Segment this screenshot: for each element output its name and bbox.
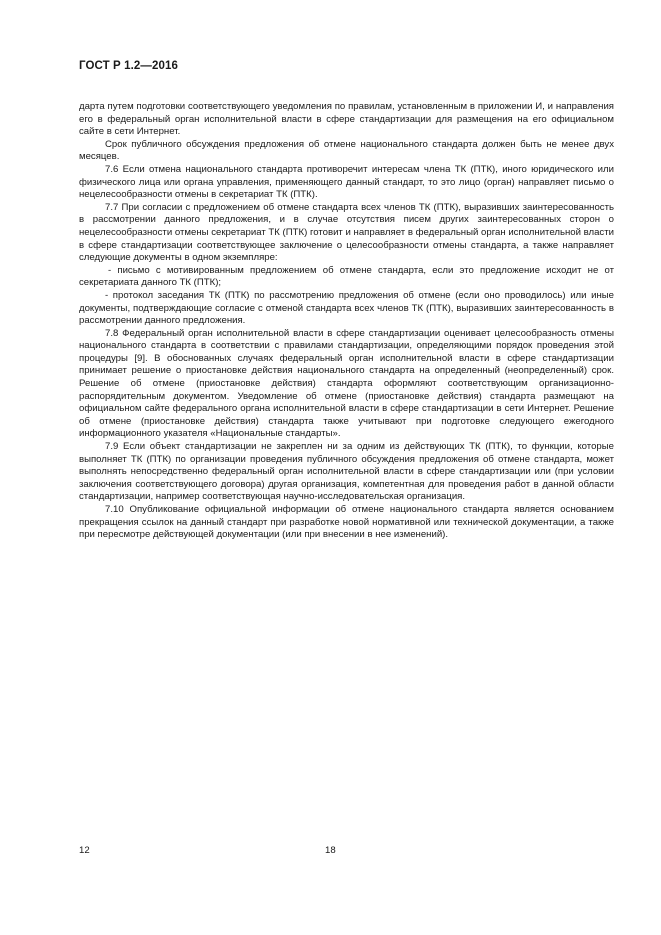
paragraph-7-9: 7.9 Если объект стандартизации не закреплен ни за одним из действующих ТК (ПТК), то функции, которые выполняет ТК (ПТК) по организации проведения публичного обсуждения предложения об отмене стандарта, может выполнять непосредственно федеральный орган исполнительной власти в сфере стандартизации или (при условии заключения соответствующего договора) другая организация, компетентная для проведения работ в данной области стандартизации, например соответствующая научно-исследовательская организация. [79, 441, 614, 503]
paragraph-continuation: дарта путем подготовки соответствующего уведомления по правилам, установленным в приложении И, и направления его в федеральный орган исполнительной власти в сфере стандартизации для размещения на его официальном сайте в сети Интернет. [79, 101, 614, 138]
paragraph-7-6: 7.6 Если отмена национального стандарта противоречит интересам члена ТК (ПТК), иного юридического или физического лица или органа управления, применяющего данный стандарт, то это лицо (орган) направляет письмо о нецелесообразности отмены в секретариат ТК (ПТК). [79, 163, 614, 201]
paragraph-7-8: 7.8 Федеральный орган исполнительной власти в сфере стандартизации оценивает целесообразность отмены национального стандарта в соответствии с правилами стандартизации, определяющими порядок проведения этой процедуры [9]. В обоснованных случаях федеральный орган исполнительной власти в сфере стандартизации принимает решение о приостановке действия национального стандарта на определенный (неопределенный) срок. Решение об отмене (приостановке действия) стандарта оформляют соответствующим организационно-распорядительным документом. Уведомление об отмене (приостановке действия) стандарта размещают на официальном сайте федерального органа исполнительной власти в сфере стандартизации в сети Интернет. Решение об отмене (приостановке действия) стандарта также учитывают при подготовке следующего ежегодного информационного указателя «Национальные стандарты». [79, 327, 614, 440]
page-number-center: 18 [325, 845, 336, 856]
page-number-left: 12 [79, 845, 90, 856]
paragraph-discussion-period: Срок публичного обсуждения предложения об отмене национального стандарта должен быть не менее двух месяцев. [79, 138, 614, 163]
document-body [79, 101, 614, 542]
document-header: ГОСТ Р 1.2—2016 [79, 60, 178, 72]
paragraph-7-10: 7.10 Опубликование официальной информации об отмене национального стандарта является основанием прекращения ссылок на данный стандарт при разработке новой нормативной или технической документации, а также при пересмотре действующей документации (или при внесении в нее изменений). [79, 504, 614, 541]
list-item-letter: - письмо с мотивированным предложением об отмене стандарта, если это предложение исходит не от секретариата данного ТК (ПТК); [79, 264, 614, 289]
list-item-protocol: - протокол заседания ТК (ПТК) по рассмотрению предложения об отмене (если оно проводилось) или иные документы, подтверждающие согласие с отменой стандарта всех членов ТК (ПТК), выразивших заинтересованность в рассмотрении данного предложения. [79, 289, 614, 327]
paragraph-7-7: 7.7 При согласии с предложением об отмене стандарта всех членов ТК (ПТК), выразивших заинтересованность в рассмотрении данного предложения, и в случае отсутствия писем других заинтересованных сторон о нецелесообразности отмены секретариат ТК (ПТК) готовит и направляет в федеральный орган исполнительной власти в сфере стандартизации соответствующее заключение о целесообразности отмены стандарта, а также направляет следующие документы в одном экземпляре: [79, 201, 614, 264]
